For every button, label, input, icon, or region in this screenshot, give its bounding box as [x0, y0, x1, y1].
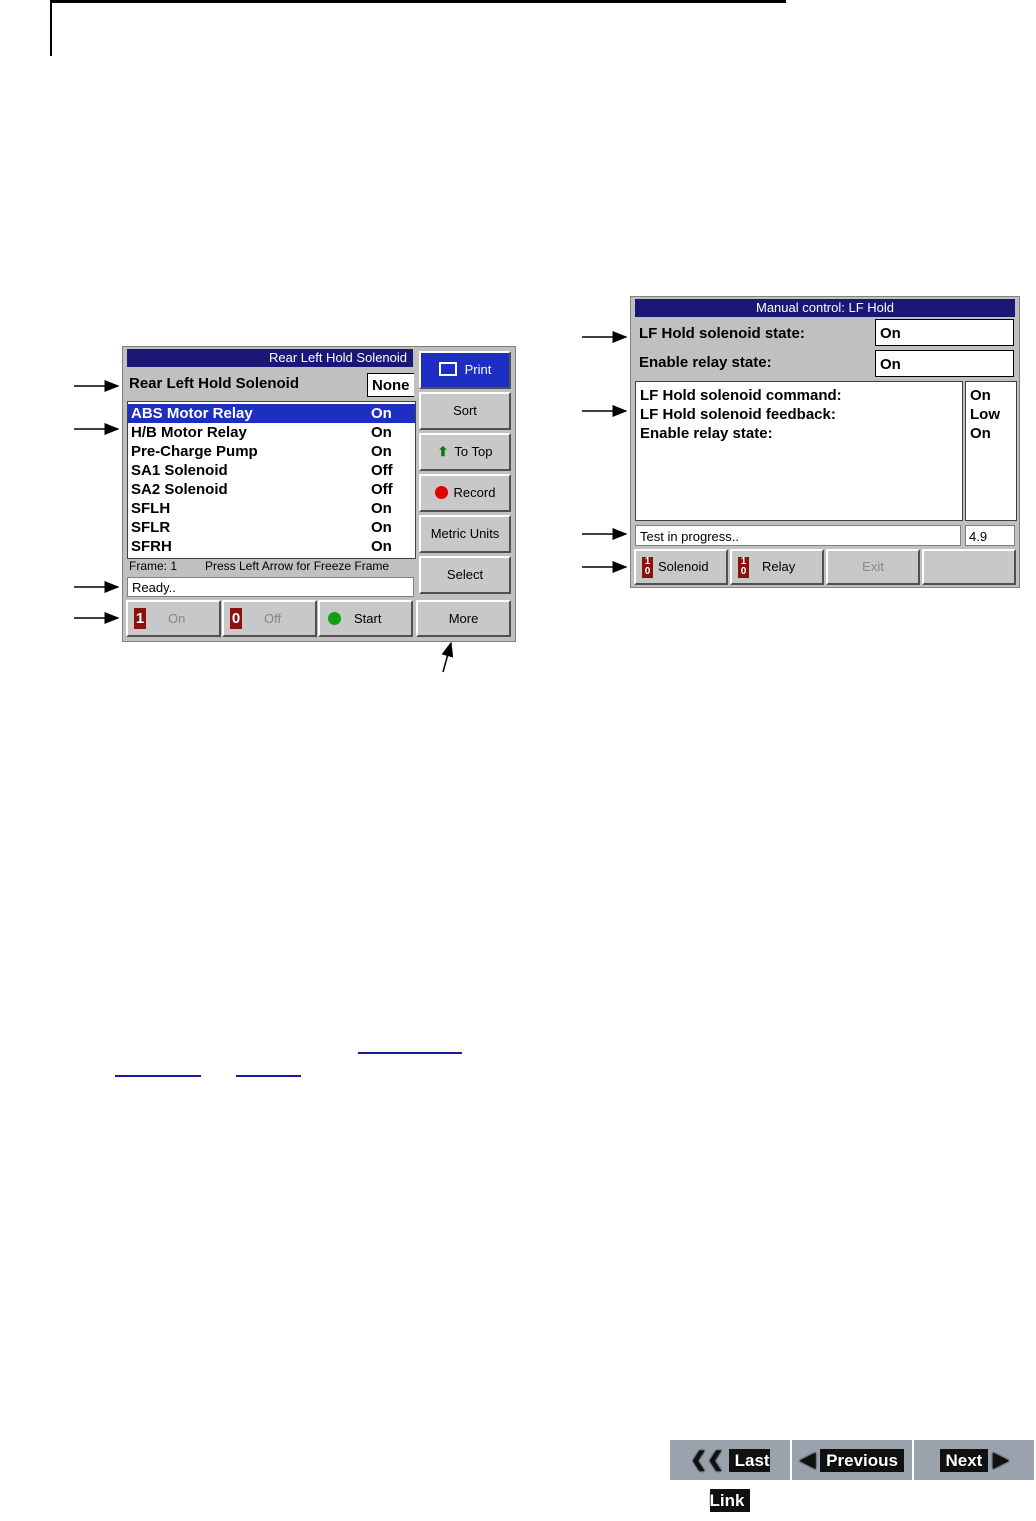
list-item-name: Pre-Charge Pump	[131, 443, 258, 460]
relay-button[interactable]	[730, 549, 824, 585]
sort-button[interactable]: Sort	[419, 392, 511, 430]
frame-info-bar	[127, 559, 414, 573]
list-item-name: H/B Motor Relay	[131, 424, 247, 441]
list-item-name: SA2 Solenoid	[131, 481, 228, 498]
list-item[interactable]	[128, 537, 415, 556]
feedback-list	[635, 381, 963, 521]
relay-button-label: Relay	[762, 559, 796, 574]
link-underline[interactable]	[115, 1075, 201, 1077]
list-item-name: ABS Motor Relay	[131, 405, 253, 422]
off-button[interactable]	[222, 600, 317, 637]
status-value: 4.9	[965, 525, 1015, 546]
solenoid-button-label: Solenoid	[658, 559, 709, 574]
print-button[interactable]	[419, 351, 511, 389]
list-item-value: Off	[371, 481, 393, 498]
toggle-icon-top: 1	[740, 556, 747, 567]
manual-control-window	[630, 296, 1020, 588]
solenoid-state-field: On	[875, 319, 1014, 346]
on-button[interactable]	[126, 600, 221, 637]
record-icon	[435, 486, 448, 499]
toggle-icon	[642, 557, 653, 578]
parameter-list[interactable]	[127, 401, 416, 559]
to-top-button-label: To Top	[454, 444, 493, 459]
list-item-value: Low	[970, 406, 1000, 423]
more-button[interactable]: More	[416, 600, 511, 637]
last-link-button[interactable]	[670, 1440, 790, 1510]
list-item[interactable]	[128, 480, 415, 499]
link-underline[interactable]	[358, 1052, 462, 1054]
off-icon: 0	[231, 610, 241, 627]
toggle-icon	[738, 557, 749, 578]
solenoid-button[interactable]	[634, 549, 728, 585]
list-item-name: SFLR	[131, 519, 171, 536]
list-item-label: LF Hold solenoid command:	[640, 387, 842, 404]
start-icon	[328, 612, 341, 625]
list-item[interactable]	[128, 442, 415, 461]
next-label: Next	[940, 1449, 989, 1472]
list-item-value: On	[371, 405, 392, 422]
toggle-icon-top: 1	[644, 556, 651, 567]
list-item-value: On	[371, 519, 392, 536]
next-button[interactable]	[914, 1440, 1034, 1480]
double-chevron-left-icon: ❮❮	[690, 1449, 724, 1471]
start-button-label: Start	[354, 611, 382, 626]
list-item-name: SFRH	[131, 538, 172, 555]
metric-units-button[interactable]: Metric Units	[419, 515, 511, 553]
feedback-values	[965, 381, 1017, 521]
previous-label: Previous	[820, 1449, 904, 1472]
list-item-name: SFLH	[131, 500, 171, 517]
start-button[interactable]	[318, 600, 413, 637]
print-button-label: Print	[464, 362, 492, 377]
window-title-bar: Manual control: LF Hold	[635, 299, 1015, 317]
list-item[interactable]	[128, 499, 415, 518]
list-item-value: On	[371, 443, 392, 460]
selected-parameter-label: Rear Left Hold Solenoid	[129, 375, 300, 392]
relay-state-field: On	[875, 350, 1014, 377]
freeze-frame-hint: Press Left Arrow for Freeze Frame	[205, 559, 390, 573]
arrow-up-icon: ⬆	[437, 444, 449, 459]
list-item-value: On	[371, 538, 392, 555]
select-button[interactable]: Select	[419, 556, 511, 594]
chevron-left-icon: ◀	[800, 1449, 816, 1471]
solenoid-state-label: LF Hold solenoid state:	[639, 325, 805, 342]
frame-label: Frame: 1	[129, 559, 178, 573]
on-button-label: On	[168, 611, 186, 626]
previous-button[interactable]	[792, 1440, 912, 1480]
list-item[interactable]	[128, 404, 415, 423]
list-item-value: On	[371, 424, 392, 441]
list-item-label: LF Hold solenoid feedback:	[640, 406, 836, 423]
list-item[interactable]	[128, 423, 415, 442]
record-button[interactable]	[419, 474, 511, 512]
last-link-label: Last Link	[709, 1451, 770, 1510]
list-item-label: Enable relay state:	[640, 425, 773, 442]
list-item-value: On	[970, 425, 991, 442]
empty-button[interactable]	[922, 549, 1016, 585]
status-bar: Test in progress..	[635, 525, 961, 546]
off-button-label: Off	[264, 611, 282, 626]
toggle-icon-bottom: 0	[644, 566, 651, 577]
list-item-value: On	[970, 387, 991, 404]
chevron-right-icon: ▶	[993, 1449, 1009, 1471]
list-item-name: SA1 Solenoid	[131, 462, 228, 479]
status-bar: Ready..	[127, 577, 414, 597]
window-title-bar: Rear Left Hold Solenoid	[127, 349, 413, 367]
to-top-button[interactable]	[419, 433, 511, 471]
list-item[interactable]	[128, 518, 415, 537]
datalogger-window	[122, 346, 516, 642]
relay-state-label: Enable relay state:	[639, 354, 772, 371]
list-item-value: On	[371, 500, 392, 517]
link-underline[interactable]	[236, 1075, 301, 1077]
units-field: None	[367, 373, 414, 397]
exit-button[interactable]: Exit	[826, 549, 920, 585]
toggle-icon-bottom: 0	[740, 566, 747, 577]
list-item[interactable]	[128, 461, 415, 480]
on-icon: 1	[135, 610, 145, 627]
printer-icon	[439, 362, 457, 376]
list-item-value: Off	[371, 462, 393, 479]
record-button-label: Record	[453, 485, 496, 500]
